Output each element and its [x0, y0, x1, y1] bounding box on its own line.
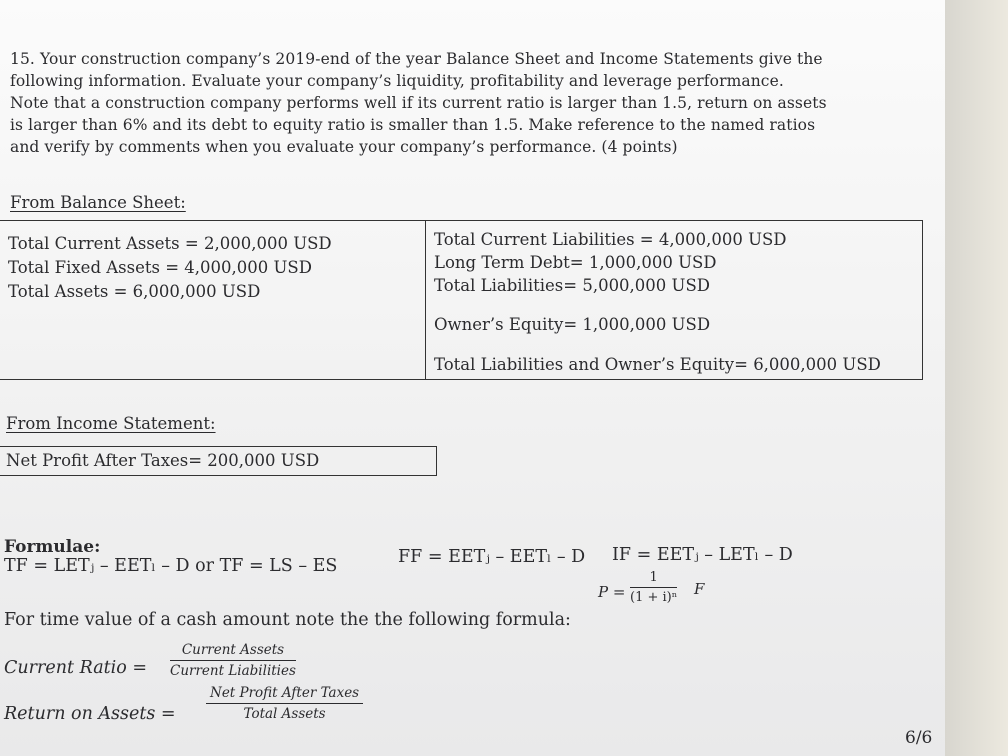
- if-formula: IF = EETⱼ – LETₗ – D: [612, 545, 793, 565]
- total-current-assets: Total Current Assets = 2,000,000 USD: [8, 234, 332, 253]
- balance-sheet-heading: From Balance Sheet:: [10, 193, 186, 212]
- income-statement-heading: From Income Statement:: [6, 414, 216, 433]
- page-edge-shadow: [945, 0, 1008, 756]
- roa-fraction: [206, 685, 363, 722]
- roa-denominator: Total Assets: [243, 706, 326, 722]
- pv-numerator: 1: [630, 570, 677, 588]
- pv-fraction: [630, 570, 677, 605]
- roa-numerator: Net Profit After Taxes: [206, 685, 363, 704]
- total-assets: Total Assets = 6,000,000 USD: [8, 282, 261, 301]
- total-fixed-assets: Total Fixed Assets = 4,000,000 USD: [8, 258, 312, 277]
- pv-rhs: F: [694, 580, 705, 598]
- tf-formula: TF = LETⱼ – EETₗ – D or TF = LS – ES: [4, 556, 338, 576]
- owners-equity: Owner’s Equity= 1,000,000 USD: [434, 315, 711, 334]
- pv-lhs: P =: [598, 583, 626, 601]
- question-text: [10, 48, 900, 158]
- page-number: 6/6: [905, 728, 933, 748]
- question-line: is larger than 6% and its debt to equity ratio is smaller than 1.5. Make reference to the named ratios: [10, 116, 816, 134]
- current-ratio-label: Current Ratio =: [4, 658, 148, 678]
- total-liabilities: Total Liabilities= 5,000,000 USD: [434, 276, 710, 295]
- pv-denominator: (1 + i)ⁿ: [630, 590, 678, 605]
- roa-label: Return on Assets =: [4, 704, 176, 724]
- current-ratio-fraction: [170, 642, 296, 679]
- total-liabilities-and-equity: Total Liabilities and Owner’s Equity= 6,000,000 USD: [434, 355, 881, 374]
- question-line: 15. Your construction company’s 2019-end of the year Balance Sheet and Income Statements give the: [10, 50, 823, 68]
- question-line: following information. Evaluate your company’s liquidity, profitability and leverage performance.: [10, 72, 784, 90]
- table-divider: [425, 221, 426, 379]
- income-statement-box: [0, 446, 437, 476]
- question-line: and verify by comments when you evaluate your company’s performance. (4 points): [10, 138, 678, 156]
- question-line: Note that a construction company performs well if its current ratio is larger than 1.5, return on assets: [10, 94, 827, 112]
- net-profit-after-taxes: Net Profit After Taxes= 200,000 USD: [6, 451, 320, 470]
- current-ratio-numerator: Current Assets: [170, 642, 296, 661]
- balance-sheet-table: [0, 220, 923, 380]
- ff-formula: FF = EETⱼ – EETₗ – D: [398, 547, 586, 567]
- time-value-note: For time value of a cash amount note the the following formula:: [4, 610, 571, 630]
- formulae-heading: Formulae:: [4, 537, 101, 557]
- total-current-liabilities: Total Current Liabilities = 4,000,000 USD: [434, 230, 787, 249]
- current-ratio-denominator: Current Liabilities: [170, 663, 296, 679]
- long-term-debt: Long Term Debt= 1,000,000 USD: [434, 253, 717, 272]
